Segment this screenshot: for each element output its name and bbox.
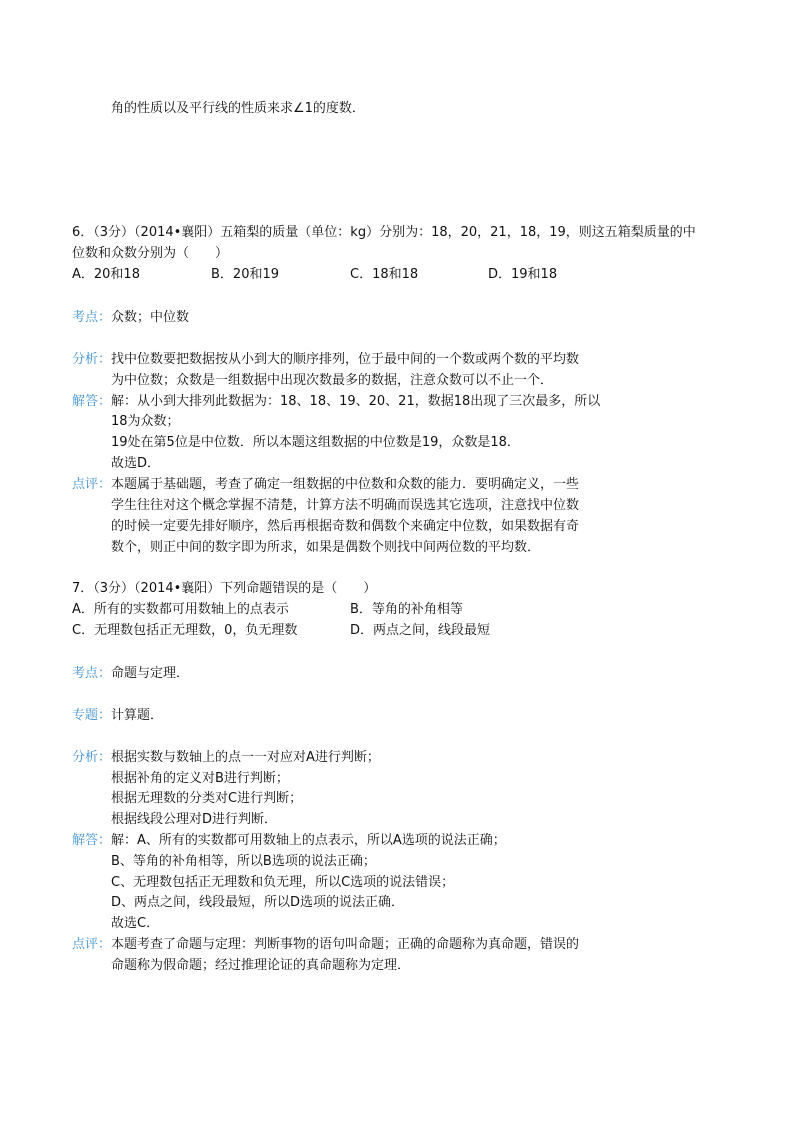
zhuanti-row [72,707,163,725]
option-c: C．18和18 [350,267,419,282]
previous-answer-tail: 角的性质以及平行线的性质来求∠1的度数． [111,101,365,116]
jieda-line: 故选D． [111,456,161,471]
question-stem-line: 7．（3分）（2014•襄阳）下列命题错误的是（ ） [72,581,377,596]
kaodian-label: 考点： [72,666,112,681]
dianping-label: 点评： [72,937,112,952]
jieda-line: C、无理数包括正无理数和负无理，所以C选项的说法错误； [111,875,455,890]
option-c: C．无理数包括正无理数，0，负无理数 [72,623,298,638]
jieda-line: 解：A、所有的实数都可用数轴上的点表示，所以A选项的说法正确； [111,833,506,848]
jieda-line: 解：从小到大排列此数据为：18、18、19、20、21，数据18出现了三次最多，所以 [111,394,601,409]
fenxi-line: 根据无理数的分类对C进行判断； [111,791,303,806]
jieda-line: B、等角的补角相等，所以B选项的说法正确； [111,854,376,869]
question-stem-line: 位数和众数分别为（ ） [72,246,229,261]
zhuanti-text: 计算题． [111,708,164,723]
fenxi-line: 根据线段公理对D进行判断． [111,812,278,827]
option-b: B．20和19 [211,267,280,282]
jieda-line: 18为众数； [111,414,180,429]
option-b: B．等角的补角相等 [350,602,463,617]
fenxi-line: 找中位数要把数据按从小到大的顺序排列，位于最中间的一个数或两个数的平均数 [111,352,580,367]
dianping-line: 数个，则正中间的数字即为所求，如果是偶数个则找中间两位数的平均数． [111,540,541,555]
fenxi-label: 分析： [72,352,112,367]
zhuanti-label: 专题： [72,708,112,723]
kaodian-row [72,665,189,683]
jieda-line: 故选C． [111,916,160,931]
option-a: A．20和18 [72,267,140,282]
kaodian-label: 考点： [72,310,112,325]
dianping-line: 命题称为假命题；经过推理论证的真命题称为定理． [111,958,411,973]
jieda-line: 19处在第5位是中位数．所以本题这组数据的中位数是19，众数是18． [111,435,520,450]
jieda-label: 解答： [72,833,112,848]
dianping-line: 的时候一定要先排好顺序，然后再根据奇数和偶数个来确定中位数，如果数据有奇 [111,519,580,534]
fenxi-line: 根据实数与数轴上的点一一对应对A进行判断； [111,750,380,765]
option-d: D．两点之间，线段最短 [350,623,491,638]
dianping-line: 学生往往对这个概念掌握不清楚，计算方法不明确而误选其它选项，注意找中位数 [111,498,580,513]
kaodian-text: 众数；中位数 [111,310,190,325]
dianping-line: 本题考查了命题与定理：判断事物的语句叫命题；正确的命题称为真命题，错误的 [111,937,580,952]
jieda-line: D、两点之间，线段最短，所以D选项的说法正确． [111,895,405,910]
fenxi-line: 为中位数；众数是一组数据中出现次数最多的数据，注意众数可以不止一个． [111,373,554,388]
fenxi-label: 分析： [72,750,112,765]
jieda-label: 解答： [72,394,112,409]
kaodian-row [72,309,189,327]
fenxi-line: 根据补角的定义对B进行判断； [111,771,289,786]
kaodian-text: 命题与定理． [111,666,190,681]
option-a: A．所有的实数都可用数轴上的点表示 [72,602,289,617]
dianping-line: 本题属于基础题，考查了确定一组数据的中位数和众数的能力．要明确定义，一些 [111,477,580,492]
option-d: D．19和18 [488,267,558,282]
question-stem-line: 6．（3分）（2014•襄阳）五箱梨的质量（单位：kg）分别为：18，20，21，18，19，则这五箱梨质量的中 [72,225,696,240]
dianping-label: 点评： [72,477,112,492]
